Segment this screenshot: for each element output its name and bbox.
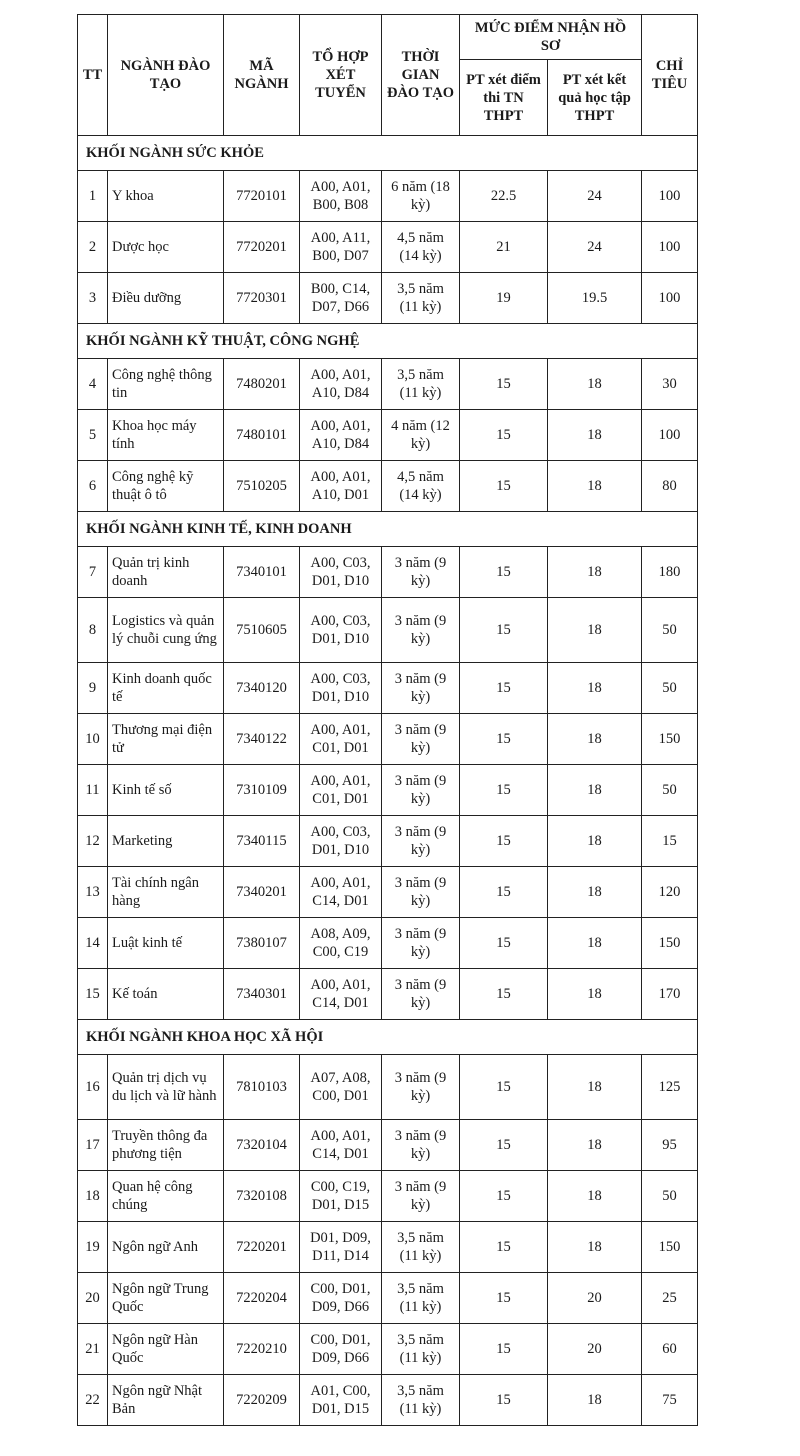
row-code: 7220209 — [224, 1375, 300, 1426]
row-duration: 4,5 năm (14 kỳ) — [382, 222, 460, 273]
row-duration: 3 năm (9 kỳ) — [382, 1120, 460, 1171]
row-duration: 3,5 năm (11 kỳ) — [382, 1222, 460, 1273]
row-major: Luật kinh tế — [108, 918, 224, 969]
row-quota: 60 — [642, 1324, 698, 1375]
header-threshold-group: MỨC ĐIỂM NHẬN HỒ SƠ — [460, 15, 642, 60]
table-row — [78, 1273, 698, 1324]
row-combo: B00, C14, D07, D66 — [300, 273, 382, 324]
table-row — [78, 816, 698, 867]
row-quota: 15 — [642, 816, 698, 867]
row-code: 7220201 — [224, 1222, 300, 1273]
row-tt: 8 — [78, 598, 108, 663]
row-transcript-score: 18 — [548, 410, 642, 461]
row-quota: 180 — [642, 547, 698, 598]
header-tt: TT — [78, 15, 108, 136]
row-code: 7320108 — [224, 1171, 300, 1222]
row-quota: 100 — [642, 410, 698, 461]
row-code: 7720301 — [224, 273, 300, 324]
row-tt: 16 — [78, 1055, 108, 1120]
row-tt: 15 — [78, 969, 108, 1020]
row-major: Khoa học máy tính — [108, 410, 224, 461]
row-transcript-score: 18 — [548, 918, 642, 969]
row-quota: 30 — [642, 359, 698, 410]
row-duration: 3,5 năm (11 kỳ) — [382, 1375, 460, 1426]
row-duration: 3 năm (9 kỳ) — [382, 816, 460, 867]
row-major: Kinh doanh quốc tế — [108, 663, 224, 714]
row-tt: 22 — [78, 1375, 108, 1426]
row-major: Ngôn ngữ Hàn Quốc — [108, 1324, 224, 1375]
row-major: Truyền thông đa phương tiện — [108, 1120, 224, 1171]
row-transcript-score: 18 — [548, 598, 642, 663]
section-header-row — [78, 512, 698, 547]
row-exam-score: 15 — [460, 598, 548, 663]
table-row — [78, 547, 698, 598]
table-row — [78, 1222, 698, 1273]
table-row — [78, 663, 698, 714]
section-title: KHỐI NGÀNH SỨC KHỎE — [78, 136, 698, 171]
row-quota: 50 — [642, 1171, 698, 1222]
row-code: 7510205 — [224, 461, 300, 512]
row-quota: 150 — [642, 714, 698, 765]
row-major: Quản trị kinh doanh — [108, 547, 224, 598]
row-code: 7340101 — [224, 547, 300, 598]
header-quota: CHỈ TIÊU — [642, 15, 698, 136]
row-quota: 80 — [642, 461, 698, 512]
row-tt: 5 — [78, 410, 108, 461]
row-exam-score: 15 — [460, 714, 548, 765]
row-tt: 9 — [78, 663, 108, 714]
row-tt: 12 — [78, 816, 108, 867]
section-header-row — [78, 136, 698, 171]
table-row — [78, 1120, 698, 1171]
row-combo: C00, D01, D09, D66 — [300, 1324, 382, 1375]
row-exam-score: 15 — [460, 1222, 548, 1273]
row-tt: 13 — [78, 867, 108, 918]
row-exam-score: 21 — [460, 222, 548, 273]
row-transcript-score: 18 — [548, 1375, 642, 1426]
header-combo: TỔ HỢP XÉT TUYỂN — [300, 15, 382, 136]
row-quota: 150 — [642, 918, 698, 969]
row-tt: 4 — [78, 359, 108, 410]
row-transcript-score: 18 — [548, 816, 642, 867]
row-combo: A00, C03, D01, D10 — [300, 663, 382, 714]
row-quota: 170 — [642, 969, 698, 1020]
row-code: 7480201 — [224, 359, 300, 410]
header-pt-exam: PT xét điểm thi TN THPT — [460, 60, 548, 136]
row-exam-score: 15 — [460, 1120, 548, 1171]
row-tt: 17 — [78, 1120, 108, 1171]
row-code: 7340120 — [224, 663, 300, 714]
row-code: 7720101 — [224, 171, 300, 222]
row-tt: 20 — [78, 1273, 108, 1324]
header-major: NGÀNH ĐÀO TẠO — [108, 15, 224, 136]
row-major: Ngôn ngữ Trung Quốc — [108, 1273, 224, 1324]
row-duration: 3 năm (9 kỳ) — [382, 918, 460, 969]
row-quota: 50 — [642, 663, 698, 714]
row-combo: A00, A01, C01, D01 — [300, 714, 382, 765]
row-code: 7510605 — [224, 598, 300, 663]
row-transcript-score: 18 — [548, 1120, 642, 1171]
row-exam-score: 15 — [460, 867, 548, 918]
row-major: Tài chính ngân hàng — [108, 867, 224, 918]
row-quota: 95 — [642, 1120, 698, 1171]
row-transcript-score: 24 — [548, 171, 642, 222]
section-title: KHỐI NGÀNH KHOA HỌC XÃ HỘI — [78, 1020, 698, 1055]
row-tt: 3 — [78, 273, 108, 324]
table-row — [78, 1171, 698, 1222]
row-combo: D01, D09, D11, D14 — [300, 1222, 382, 1273]
row-duration: 6 năm (18 kỳ) — [382, 171, 460, 222]
row-duration: 3 năm (9 kỳ) — [382, 714, 460, 765]
section-header-row — [78, 324, 698, 359]
row-duration: 3 năm (9 kỳ) — [382, 598, 460, 663]
row-major: Ngôn ngữ Anh — [108, 1222, 224, 1273]
header-code: MÃ NGÀNH — [224, 15, 300, 136]
row-code: 7480101 — [224, 410, 300, 461]
row-quota: 50 — [642, 598, 698, 663]
row-major: Logistics và quản lý chuỗi cung ứng — [108, 598, 224, 663]
row-duration: 3,5 năm (11 kỳ) — [382, 1273, 460, 1324]
row-quota: 120 — [642, 867, 698, 918]
row-combo: A00, A01, C14, D01 — [300, 969, 382, 1020]
row-quota: 50 — [642, 765, 698, 816]
row-duration: 3 năm (9 kỳ) — [382, 969, 460, 1020]
row-code: 7340201 — [224, 867, 300, 918]
row-code: 7340122 — [224, 714, 300, 765]
row-tt: 19 — [78, 1222, 108, 1273]
row-major: Công nghệ thông tin — [108, 359, 224, 410]
table-row — [78, 1324, 698, 1375]
table-row — [78, 918, 698, 969]
row-combo: A00, A01, C01, D01 — [300, 765, 382, 816]
table-row — [78, 1055, 698, 1120]
row-tt: 7 — [78, 547, 108, 598]
row-combo: A00, A01, C14, D01 — [300, 867, 382, 918]
row-combo: A00, A01, A10, D84 — [300, 410, 382, 461]
section-title: KHỐI NGÀNH KỸ THUẬT, CÔNG NGHỆ — [78, 324, 698, 359]
row-combo: A00, A11, B00, D07 — [300, 222, 382, 273]
row-major: Thương mại điện tử — [108, 714, 224, 765]
row-major: Dược học — [108, 222, 224, 273]
row-transcript-score: 19.5 — [548, 273, 642, 324]
row-exam-score: 15 — [460, 1375, 548, 1426]
row-quota: 25 — [642, 1273, 698, 1324]
table-row — [78, 598, 698, 663]
row-transcript-score: 24 — [548, 222, 642, 273]
row-exam-score: 15 — [460, 359, 548, 410]
row-transcript-score: 18 — [548, 547, 642, 598]
row-exam-score: 15 — [460, 461, 548, 512]
row-exam-score: 15 — [460, 1171, 548, 1222]
section-header-row — [78, 1020, 698, 1055]
row-transcript-score: 18 — [548, 1222, 642, 1273]
row-duration: 3 năm (9 kỳ) — [382, 663, 460, 714]
row-combo: A00, C03, D01, D10 — [300, 816, 382, 867]
row-tt: 18 — [78, 1171, 108, 1222]
row-duration: 3 năm (9 kỳ) — [382, 867, 460, 918]
row-exam-score: 15 — [460, 1324, 548, 1375]
row-major: Công nghệ kỹ thuật ô tô — [108, 461, 224, 512]
row-code: 7220210 — [224, 1324, 300, 1375]
row-major: Điều dưỡng — [108, 273, 224, 324]
row-transcript-score: 18 — [548, 714, 642, 765]
row-transcript-score: 18 — [548, 969, 642, 1020]
row-combo: A00, C03, D01, D10 — [300, 547, 382, 598]
table-row — [78, 1375, 698, 1426]
row-tt: 11 — [78, 765, 108, 816]
row-duration: 4 năm (12 kỳ) — [382, 410, 460, 461]
table-row — [78, 714, 698, 765]
row-major: Ngôn ngữ Nhật Bản — [108, 1375, 224, 1426]
row-transcript-score: 20 — [548, 1273, 642, 1324]
row-transcript-score: 20 — [548, 1324, 642, 1375]
row-transcript-score: 18 — [548, 1055, 642, 1120]
row-combo: A08, A09, C00, C19 — [300, 918, 382, 969]
row-exam-score: 15 — [460, 918, 548, 969]
row-exam-score: 15 — [460, 765, 548, 816]
row-code: 7320104 — [224, 1120, 300, 1171]
row-exam-score: 19 — [460, 273, 548, 324]
row-quota: 100 — [642, 273, 698, 324]
table-row — [78, 222, 698, 273]
row-exam-score: 15 — [460, 969, 548, 1020]
row-code: 7380107 — [224, 918, 300, 969]
table-row — [78, 273, 698, 324]
row-exam-score: 15 — [460, 663, 548, 714]
row-combo: A00, A01, A10, D84 — [300, 359, 382, 410]
row-tt: 2 — [78, 222, 108, 273]
row-tt: 21 — [78, 1324, 108, 1375]
row-combo: A00, A01, A10, D01 — [300, 461, 382, 512]
row-quota: 150 — [642, 1222, 698, 1273]
row-exam-score: 15 — [460, 547, 548, 598]
row-transcript-score: 18 — [548, 1171, 642, 1222]
row-duration: 3 năm (9 kỳ) — [382, 765, 460, 816]
row-combo: A00, A01, C14, D01 — [300, 1120, 382, 1171]
row-quota: 100 — [642, 222, 698, 273]
row-tt: 6 — [78, 461, 108, 512]
row-duration: 3 năm (9 kỳ) — [382, 1171, 460, 1222]
table-row — [78, 410, 698, 461]
admission-table — [77, 14, 698, 1426]
row-exam-score: 15 — [460, 1055, 548, 1120]
table-row — [78, 171, 698, 222]
table-row — [78, 765, 698, 816]
row-quota: 125 — [642, 1055, 698, 1120]
section-title: KHỐI NGÀNH KINH TẾ, KINH DOANH — [78, 512, 698, 547]
row-transcript-score: 18 — [548, 663, 642, 714]
header-pt-transcript: PT xét kết quả học tập THPT — [548, 60, 642, 136]
row-exam-score: 15 — [460, 1273, 548, 1324]
row-major: Quan hệ công chúng — [108, 1171, 224, 1222]
row-transcript-score: 18 — [548, 461, 642, 512]
row-quota: 100 — [642, 171, 698, 222]
row-code: 7720201 — [224, 222, 300, 273]
row-code: 7810103 — [224, 1055, 300, 1120]
row-tt: 1 — [78, 171, 108, 222]
row-duration: 3 năm (9 kỳ) — [382, 547, 460, 598]
row-combo: A00, A01, B00, B08 — [300, 171, 382, 222]
table-row — [78, 461, 698, 512]
row-major: Y khoa — [108, 171, 224, 222]
table-body — [78, 136, 698, 1426]
row-major: Marketing — [108, 816, 224, 867]
row-duration: 3,5 năm (11 kỳ) — [382, 273, 460, 324]
row-combo: C00, C19, D01, D15 — [300, 1171, 382, 1222]
table-row — [78, 867, 698, 918]
row-combo: A00, C03, D01, D10 — [300, 598, 382, 663]
row-code: 7340115 — [224, 816, 300, 867]
row-tt: 10 — [78, 714, 108, 765]
row-major: Kế toán — [108, 969, 224, 1020]
row-duration: 3,5 năm (11 kỳ) — [382, 1324, 460, 1375]
table-row — [78, 359, 698, 410]
row-exam-score: 15 — [460, 816, 548, 867]
row-code: 7310109 — [224, 765, 300, 816]
row-major: Quản trị dịch vụ du lịch và lữ hành — [108, 1055, 224, 1120]
row-quota: 75 — [642, 1375, 698, 1426]
row-combo: A01, C00, D01, D15 — [300, 1375, 382, 1426]
row-tt: 14 — [78, 918, 108, 969]
row-code: 7340301 — [224, 969, 300, 1020]
header-row — [78, 15, 698, 60]
row-code: 7220204 — [224, 1273, 300, 1324]
row-exam-score: 15 — [460, 410, 548, 461]
row-combo: C00, D01, D09, D66 — [300, 1273, 382, 1324]
row-transcript-score: 18 — [548, 359, 642, 410]
row-transcript-score: 18 — [548, 867, 642, 918]
table-row — [78, 969, 698, 1020]
row-combo: A07, A08, C00, D01 — [300, 1055, 382, 1120]
row-exam-score: 22.5 — [460, 171, 548, 222]
row-duration: 3 năm (9 kỳ) — [382, 1055, 460, 1120]
row-major: Kinh tế số — [108, 765, 224, 816]
row-transcript-score: 18 — [548, 765, 642, 816]
row-duration: 4,5 năm (14 kỳ) — [382, 461, 460, 512]
header-duration: THỜI GIAN ĐÀO TẠO — [382, 15, 460, 136]
row-duration: 3,5 năm (11 kỳ) — [382, 359, 460, 410]
